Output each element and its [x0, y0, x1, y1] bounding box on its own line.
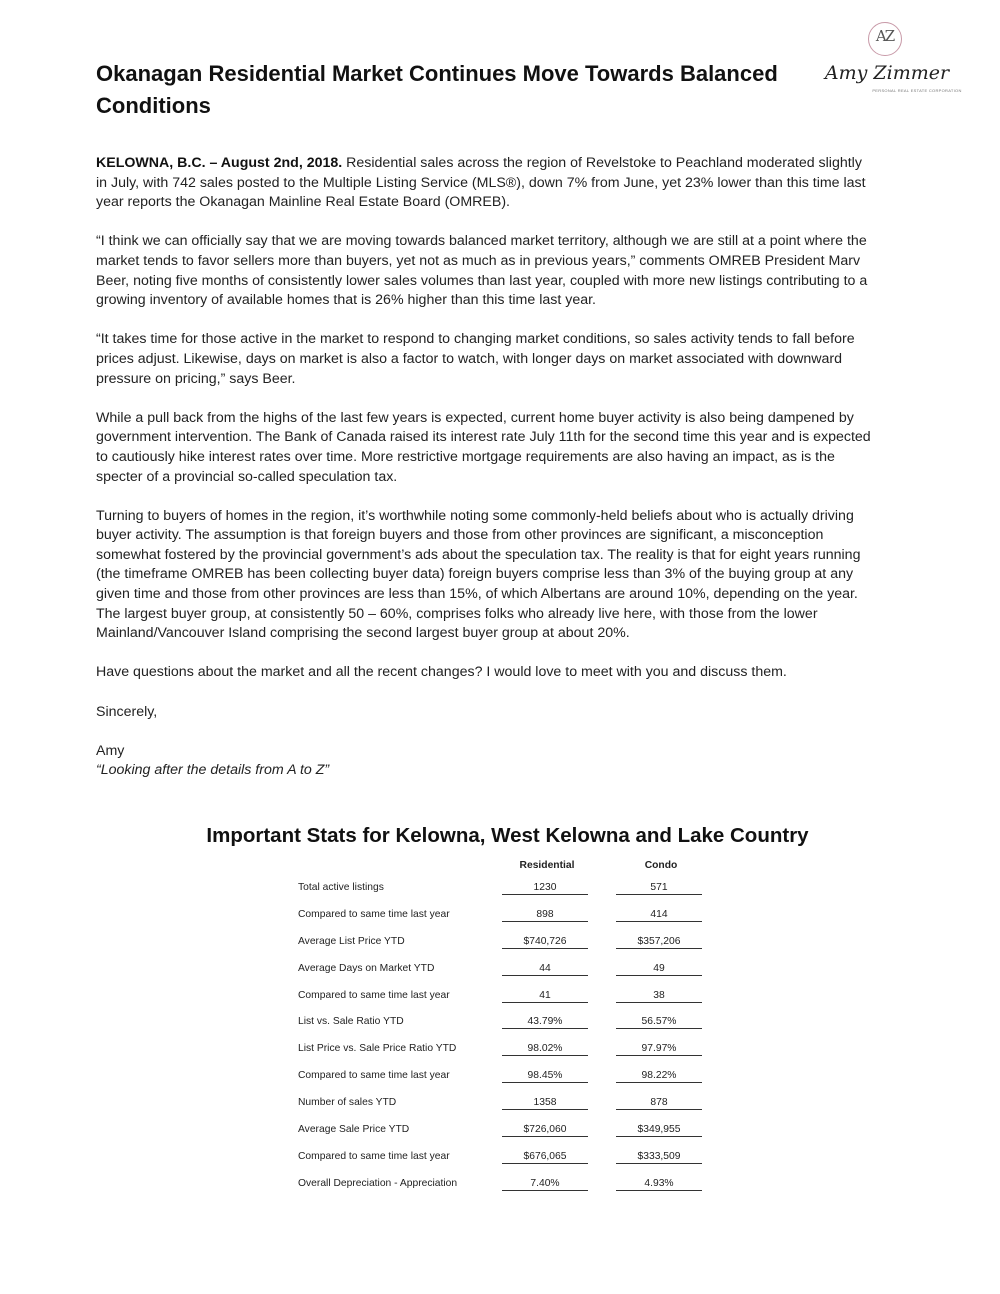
logo-name: Amy Zimmer: [824, 62, 950, 84]
condo-value: 98.22%: [616, 1070, 702, 1083]
table-row: [298, 1037, 718, 1064]
residential-value: 41: [502, 990, 588, 1003]
table-row: [298, 1064, 718, 1091]
row-label: Compared to same time last year: [298, 1150, 450, 1162]
row-label: Overall Depreciation - Appreciation: [298, 1177, 458, 1189]
dateline: KELOWNA, B.C. – August 2nd, 2018.: [96, 155, 343, 171]
logo-monogram: AZ: [875, 27, 894, 45]
row-label: List vs. Sale Ratio YTD: [298, 1016, 404, 1028]
table-row: [298, 876, 718, 903]
table-row: [298, 1118, 718, 1145]
residential-value: 1230: [502, 882, 588, 895]
signature-name: Amy: [96, 742, 125, 759]
condo-value: 878: [616, 1097, 702, 1110]
condo-value: 38: [616, 990, 702, 1003]
table-row: [298, 903, 718, 930]
stats-title: Important Stats for Kelowna, West Kelowna and Lake Country: [206, 824, 809, 847]
residential-value: 44: [502, 963, 588, 976]
page-title: Okanagan Residential Market Continues Move Towards Balanced Conditions: [96, 61, 778, 118]
table-row: [298, 1091, 718, 1118]
residential-value: 98.45%: [502, 1070, 588, 1083]
condo-value: 571: [616, 882, 702, 895]
logo-tagline: PERSONAL REAL ESTATE CORPORATION: [872, 88, 962, 93]
row-label: Compared to same time last year: [298, 1070, 450, 1082]
row-label: Average Sale Price YTD: [298, 1124, 410, 1136]
paragraph-invitation: Have questions about the market and all the recent changes? I would love to meet with you and discuss them.: [96, 664, 787, 681]
column-header-condo: Condo: [644, 860, 678, 871]
table-row: [298, 1172, 718, 1199]
signature-quote: “Looking after the details from A to Z”: [96, 762, 330, 779]
residential-value: 98.02%: [502, 1043, 588, 1056]
letter-body: [96, 154, 876, 781]
condo-value: 414: [616, 909, 702, 922]
residential-value: 43.79%: [502, 1016, 588, 1029]
residential-value: $676,065: [502, 1151, 588, 1164]
condo-value: 56.57%: [616, 1016, 702, 1029]
brand-logo: [822, 22, 972, 102]
table-row: [298, 984, 718, 1011]
condo-value: 49: [616, 963, 702, 976]
condo-value: $333,509: [616, 1151, 702, 1164]
row-label: Compared to same time last year: [298, 908, 450, 920]
paragraph-quote-1: “I think we can officially say that we are moving towards balanced market territory, although we are still at a point where the market tends to favor sellers more than buyers, yet not as much as in previous years,” comments OMREB President Marv Beer, noting five months of consistently lower sales volumes than last year, coupled with more new listings contributing to a growing inventory of available homes that is 26% higher than this time last year.: [96, 233, 868, 309]
condo-value: $349,955: [616, 1124, 702, 1137]
stats-table: [298, 858, 718, 1199]
row-label: Compared to same time last year: [298, 989, 450, 1001]
condo-value: 4.93%: [616, 1178, 702, 1191]
condo-value: $357,206: [616, 936, 702, 949]
paragraph-quote-2: “It takes time for those active in the market to respond to changing market conditions, so sales activity tends to fall before prices adjust. Likewise, days on market is also a factor to watch, with longer days on market associated with downward pressure on pricing,” says Beer.: [96, 331, 855, 387]
closing: Sincerely,: [96, 703, 158, 720]
stats-header-row: [298, 858, 718, 876]
row-label: List Price vs. Sale Price Ratio YTD: [298, 1043, 457, 1055]
paragraph-buyers: Turning to buyers of homes in the region, it’s worthwhile noting some commonly-held beliefs about who is actually driving buyer activity. The assumption is that foreign buyers and those from other provinces are significant, a misconception somewhat fostered by the provincial government’s ads about the speculation tax. The reality is that for eight years running (the timeframe OMREB has been collecting buyer data) foreign buyers comprise less than 3% of the buying group at any given time and those from other provinces are less than 15%, of which Albertans are around 10%, depending on the year. The largest buyer group, at consistently 50 – 60%, comprises folks who already live here, with those from the lower Mainland/Vancouver Island comprising the second largest buyer group at about 20%.: [96, 507, 861, 642]
residential-value: 7.40%: [502, 1178, 588, 1191]
condo-value: 97.97%: [616, 1043, 702, 1056]
row-label: Number of sales YTD: [298, 1097, 397, 1109]
column-header-residential: Residential: [519, 860, 575, 871]
paragraph-intervention: While a pull back from the highs of the last few years is expected, current home buyer activity is also being dampened by government intervention. The Bank of Canada raised its interest rate July 11th for the second time this year and is expected to cautiously hike interest rates over time. More restrictive mortgage requirements are also having an impact, as is the specter of a provincial so-called speculation tax.: [96, 409, 871, 485]
row-label: Total active listings: [298, 882, 384, 893]
residential-value: $726,060: [502, 1124, 588, 1137]
paragraph-intro-text: Residential sales across the region of Revelstoke to Peachland moderated slightly in July, with 742 sales posted to the Multiple Listing Service (MLS®), down 7% from June, yet 23% lower than this time last year reports the Okanagan Mainline Real Estate Board (OMREB).: [96, 155, 866, 211]
row-label: Average Days on Market YTD: [298, 962, 435, 974]
table-row: [298, 1010, 718, 1037]
table-row: [298, 957, 718, 984]
table-row: [298, 930, 718, 957]
paragraph-intro: [96, 154, 876, 213]
residential-value: 1358: [502, 1097, 588, 1110]
residential-value: $740,726: [502, 936, 588, 949]
row-label: Average List Price YTD: [298, 935, 405, 947]
table-row: [298, 1145, 718, 1172]
residential-value: 898: [502, 909, 588, 922]
logo-monogram-circle: [868, 22, 902, 56]
